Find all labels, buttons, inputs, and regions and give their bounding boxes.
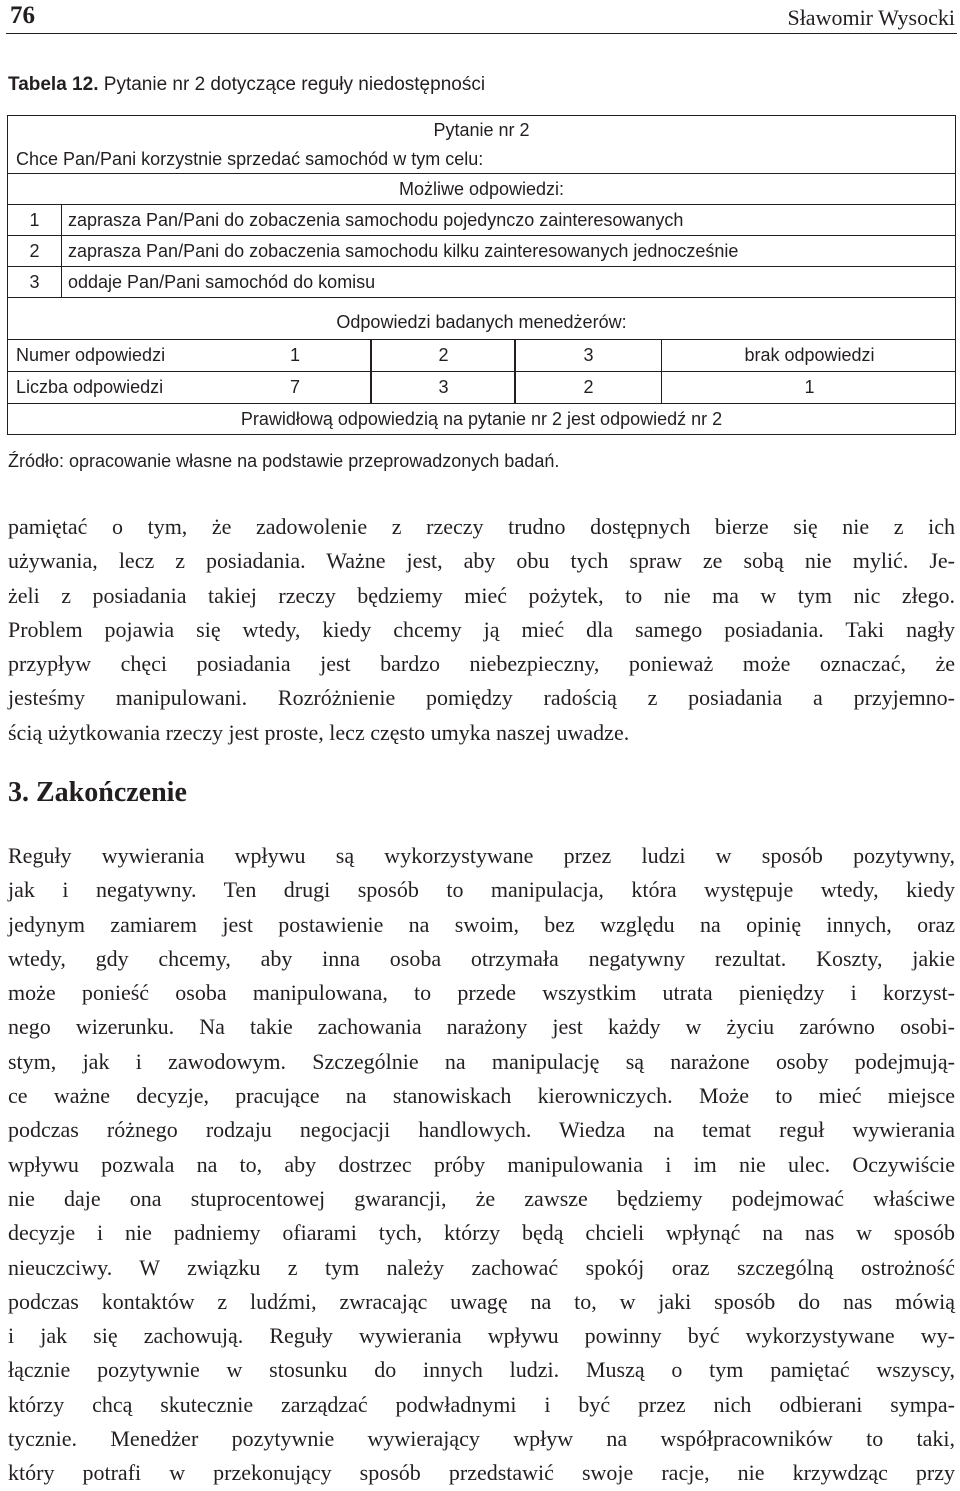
managers-label: Odpowiedzi badanych menedżerów: <box>336 312 627 332</box>
question-text: Chce Pan/Pani korzystnie sprzedać samochód w tym celu: <box>16 148 484 169</box>
column-divider <box>61 205 62 235</box>
text-line: żeli z posiadania takiej rzeczy będziemy mieć pożytek, to nie ma w tym nic złego. <box>8 582 955 608</box>
text-line: wpływu pozwala na to, aby dostrzec próby manipulowania i im nie ulec. Oczywiście <box>8 1151 955 1177</box>
answer-row <box>8 205 955 236</box>
answer-count-cell: 1 <box>804 377 815 397</box>
text-line: pamiętać o tym, że zadowolenie z rzeczy trudno dostępnych bierze się nie z ich <box>8 514 955 539</box>
question-text-row <box>8 145 955 174</box>
text-line: stym, jak i zawodowym. Szczególnie na manipulację są narażone osoby podejmują- <box>8 1048 955 1074</box>
table-caption-text: Pytanie nr 2 dotyczące reguły niedostępności <box>103 74 486 95</box>
answer-number: 3 <box>29 271 40 292</box>
text-line: który potrafi w przekonujący sposób przedstawić swoje racje, nie krzywdząc przy <box>8 1460 955 1486</box>
text-line: którzy chcą skutecznie zarządzać podwładnymi i być przez nich odbierani sympa- <box>8 1391 955 1417</box>
text-line: ce ważne decyzje, pracujące na stanowiskach kierowniczych. Może to mieć miejsce <box>8 1083 955 1109</box>
correct-answer-note: Prawidłową odpowiedzią na pytanie nr 2 jest odpowiedź nr 2 <box>240 408 723 429</box>
answer-row <box>8 267 955 298</box>
text-line: łącznie pozytywnie w stosunku do innych ludzi. Muszą o tym pamiętać wszyscy, <box>8 1357 955 1383</box>
text-line: decyzje i nie padniemy ofiarami tych, którzy będą chcieli wpłynąć na nas w sposób <box>8 1220 955 1246</box>
text-line: ścią użytkowania rzeczy jest proste, lecz często umyka naszej uwadze. <box>8 719 630 745</box>
body-paragraph-2 <box>8 839 955 1491</box>
text-line: Reguły wywierania wpływu są wykorzystywane przez ludzi w sposób pozytywny, <box>8 843 955 868</box>
text-line: używania, lecz z posiadania. Ważne jest, aby obu tych spraw ze sobą nie mylić. Je- <box>8 548 955 574</box>
text-line: i jak się zachowują. Reguły wywierania wpływu powinny być wykorzystywane wy- <box>8 1323 955 1349</box>
text-line: nieuczciwy. W związku z tym należy zachować spokój oraz szczególną ostrożność <box>8 1254 955 1280</box>
answer-number-cell: brak odpowiedzi <box>744 345 875 365</box>
text-line: nego wizerunku. Na takie zachowania narażony jest każdy w życiu zarówno osobi- <box>8 1014 955 1040</box>
answer-number-header: Numer odpowiedzi <box>16 345 166 365</box>
text-line: wtedy, gdy chcemy, aby inna osoba otrzymała negatywny rezultat. Koszty, jakie <box>8 945 955 971</box>
column-divider <box>61 236 62 266</box>
answer-number-cell: 1 <box>289 345 300 365</box>
managers-label-row <box>8 298 955 340</box>
page-number: 76 <box>10 2 35 29</box>
answer-count-header: Liczba odpowiedzi <box>16 377 164 397</box>
column-divider <box>61 267 62 297</box>
text-line: przypływ chęci posiadania jest bardzo niebezpieczny, ponieważ może oznaczać, że <box>8 651 955 677</box>
text-line: podczas różnego rodzaju negocjacji handlowych. Wiedza na temat reguł wywierania <box>8 1117 955 1143</box>
answer-count-cell: 7 <box>289 377 300 397</box>
table-caption <box>8 74 485 96</box>
question-table <box>7 115 956 435</box>
answer-number-cell: 2 <box>438 345 449 365</box>
answer-number-cell: 3 <box>583 345 594 365</box>
answer-row <box>8 236 955 267</box>
text-line: podczas kontaktów z ludźmi, zwracając uwagę na to, w jaki sposób do nas mówią <box>8 1288 955 1314</box>
table-caption-label: Tabela 12. <box>8 74 99 95</box>
question-label: Pytanie nr 2 <box>433 120 530 140</box>
text-line: tycznie. Menedżer pozytywnie wywierający wpływ na współpracowników to taki, <box>8 1426 955 1452</box>
answer-number: 2 <box>29 240 40 261</box>
answer-count-cell: 2 <box>583 377 594 397</box>
answer-text: zaprasza Pan/Pani do zobaczenia samochodu kilku zainteresowanych jednocześnie <box>68 240 739 261</box>
question-label-row <box>8 116 955 145</box>
answer-text: zaprasza Pan/Pani do zobaczenia samochodu pojedynczo zainteresowanych <box>68 209 684 230</box>
answers-label-row <box>8 174 955 205</box>
body-paragraph-1 <box>8 510 955 750</box>
answers-label: Możliwe odpowiedzi: <box>398 178 565 199</box>
answer-number: 1 <box>29 209 40 230</box>
text-line: nie daje ona stuprocentowej gwarancji, że zawsze będziemy podejmować właściwe <box>8 1185 955 1211</box>
answer-number-row <box>8 340 955 372</box>
text-line: może ponieść osoba manipulowana, to przede wszystkim utrata pieniędzy i korzyst- <box>8 980 955 1006</box>
running-head-author: Sławomir Wysocki <box>787 5 955 30</box>
table-source-note: Źródło: opracowanie własne na podstawie przeprowadzonych badań. <box>8 451 560 471</box>
answer-count-row <box>8 372 955 404</box>
answer-text: oddaje Pan/Pani samochód do komisu <box>68 271 376 292</box>
section-heading: 3. Zakończenie <box>8 777 187 808</box>
answer-count-cell: 3 <box>438 377 449 397</box>
text-line: jesteśmy manipulowani. Rozróżnienie pomiędzy radością z posiadania a przyjemno- <box>8 685 955 711</box>
page-header <box>6 0 957 34</box>
text-line: Problem pojawia się wtedy, kiedy chcemy ją mieć dla samego posiadania. Taki nagły <box>8 616 955 642</box>
correct-answer-row <box>8 404 955 434</box>
text-line: jak i negatywny. Ten drugi sposób to manipulacja, która występuje wtedy, kiedy <box>8 877 955 903</box>
text-line: jedynym zamiarem jest postawienie na swoim, bez względu na opinię innych, oraz <box>8 911 955 937</box>
